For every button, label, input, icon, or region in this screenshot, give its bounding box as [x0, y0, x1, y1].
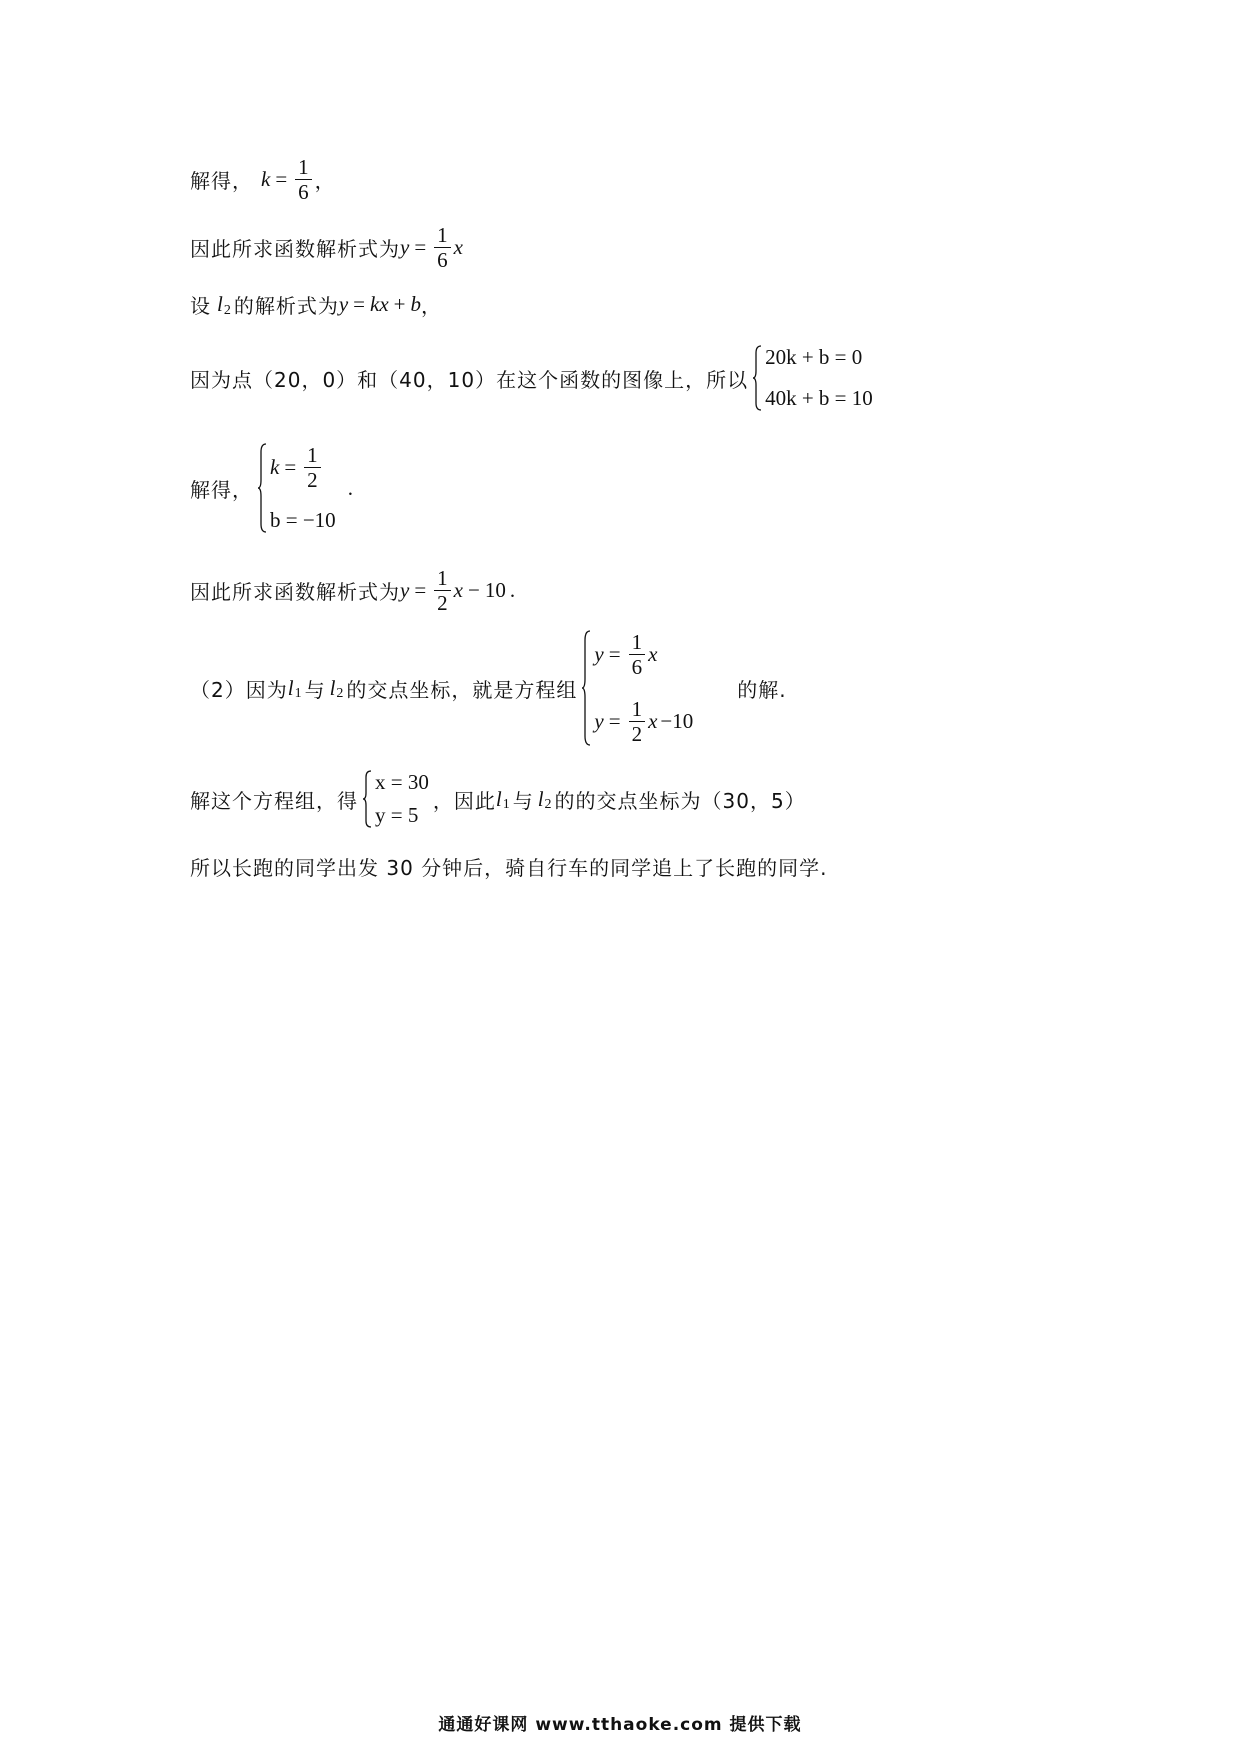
system-rows	[267, 443, 336, 533]
denominator: 2	[304, 467, 321, 492]
text-and: 与	[304, 677, 326, 702]
constant-10: 10	[484, 578, 506, 602]
equals-sign: =	[353, 292, 366, 316]
system-row-2	[594, 697, 693, 746]
solution-system	[362, 770, 429, 828]
text-intersection: 的交点坐标，就是方程组	[346, 677, 578, 702]
equation-system	[581, 630, 693, 746]
subscript-2: 2	[223, 302, 231, 318]
numerator: 1	[631, 630, 643, 654]
denominator: 2	[434, 590, 451, 615]
denominator: 6	[434, 247, 451, 272]
var-y: y	[400, 578, 410, 602]
text-function-expression: 因此所求函数解析式为	[190, 237, 400, 261]
system-rows	[762, 345, 873, 411]
text-expression: 的解析式为	[233, 294, 339, 318]
equals-sign: =	[608, 642, 621, 666]
equation-system	[752, 345, 873, 411]
line-conclusion	[190, 852, 828, 881]
text-and: 与	[512, 788, 534, 813]
system-row-1	[270, 443, 336, 492]
system-row-1	[594, 630, 693, 679]
var-l: l	[217, 292, 223, 316]
var-b: b	[410, 292, 422, 316]
left-brace-icon	[581, 630, 591, 746]
var-l: l	[287, 675, 294, 700]
line-function-l1	[190, 223, 463, 272]
numerator: 1	[298, 155, 309, 179]
term-kx: kx	[370, 292, 389, 316]
numerator: 1	[437, 223, 448, 247]
comma: ，	[421, 294, 443, 318]
solution-system	[257, 443, 336, 533]
denominator: 6	[295, 179, 312, 204]
text-conclusion: 所以长跑的同学出发 30 分钟后，骑自行车的同学追上了长跑的同学.	[190, 856, 828, 880]
minus-ten: −10	[660, 709, 694, 733]
period: .	[347, 475, 353, 500]
equals-sign: =	[414, 578, 427, 602]
line-intersection-system	[190, 630, 787, 746]
left-brace-icon	[362, 770, 372, 828]
fraction-one-half	[434, 566, 451, 615]
period: .	[509, 578, 516, 602]
left-brace-icon	[752, 345, 762, 411]
var-l: l	[537, 786, 544, 811]
system-rows	[372, 770, 429, 828]
numerator: 1	[631, 697, 643, 721]
text-solution-of: 的解.	[737, 677, 787, 702]
fraction-one-sixth	[629, 630, 646, 679]
system-row-1: x = 30	[375, 770, 429, 794]
var-y: y	[338, 292, 349, 316]
text-intersection-point: 的的交点坐标为（30，5）	[554, 788, 806, 813]
line-function-l2	[190, 566, 515, 615]
var-k: k	[270, 455, 280, 479]
fraction-one-half	[304, 443, 321, 492]
text-therefore: ，因此	[432, 788, 496, 813]
var-k: k	[261, 167, 271, 191]
numerator: 1	[437, 566, 448, 590]
var-x: x	[648, 642, 658, 666]
line-solution-point	[190, 770, 806, 828]
left-brace-icon	[257, 443, 267, 533]
equals-sign: =	[608, 709, 621, 733]
fraction-one-half	[629, 697, 646, 746]
line-set-l2	[190, 290, 442, 319]
equals-sign: =	[284, 455, 297, 479]
equals-sign: =	[275, 167, 288, 191]
system-row-2: y = 5	[375, 803, 419, 827]
line-solve-kb	[190, 443, 353, 533]
system-rows	[591, 630, 693, 746]
plus-sign: +	[393, 292, 406, 316]
var-x: x	[453, 578, 463, 602]
var-x: x	[453, 235, 463, 259]
var-y: y	[594, 642, 604, 666]
text-because: （2）因为	[190, 677, 288, 702]
denominator: 6	[629, 654, 646, 679]
fraction-one-sixth	[434, 223, 451, 272]
text-jiede: 解得，	[190, 477, 253, 502]
subscript-1: 1	[294, 686, 302, 701]
text-function-expression: 因此所求函数解析式为	[190, 580, 400, 604]
denominator: 2	[629, 721, 646, 746]
line-points-system	[190, 345, 877, 411]
equals-sign: =	[414, 235, 427, 259]
page-footer: 通通好课网 www.tthaoke.com 提供下载	[438, 1715, 802, 1735]
text-she: 设	[190, 294, 211, 318]
var-y: y	[594, 709, 604, 733]
var-l: l	[495, 786, 502, 811]
numerator: 1	[307, 443, 318, 467]
line-solve-k	[190, 155, 336, 204]
system-row-2: b = −10	[270, 508, 336, 532]
text-jiede: 解得，	[190, 169, 253, 193]
system-row-2: 40k + b = 10	[765, 386, 873, 410]
subscript-2: 2	[544, 797, 552, 812]
fraction-one-sixth	[295, 155, 312, 204]
text-solve-system: 解这个方程组，得	[190, 788, 358, 813]
var-x: x	[648, 709, 658, 733]
minus-sign: −	[468, 578, 480, 602]
var-l: l	[329, 675, 336, 700]
var-y: y	[400, 235, 410, 259]
subscript-1: 1	[502, 797, 510, 812]
subscript-2: 2	[336, 686, 344, 701]
system-row-1: 20k + b = 0	[765, 345, 863, 369]
comma: ，	[314, 169, 336, 193]
text-points-on-graph: 因为点（20，0）和（40，10）在这个函数的图像上，所以	[190, 367, 749, 392]
